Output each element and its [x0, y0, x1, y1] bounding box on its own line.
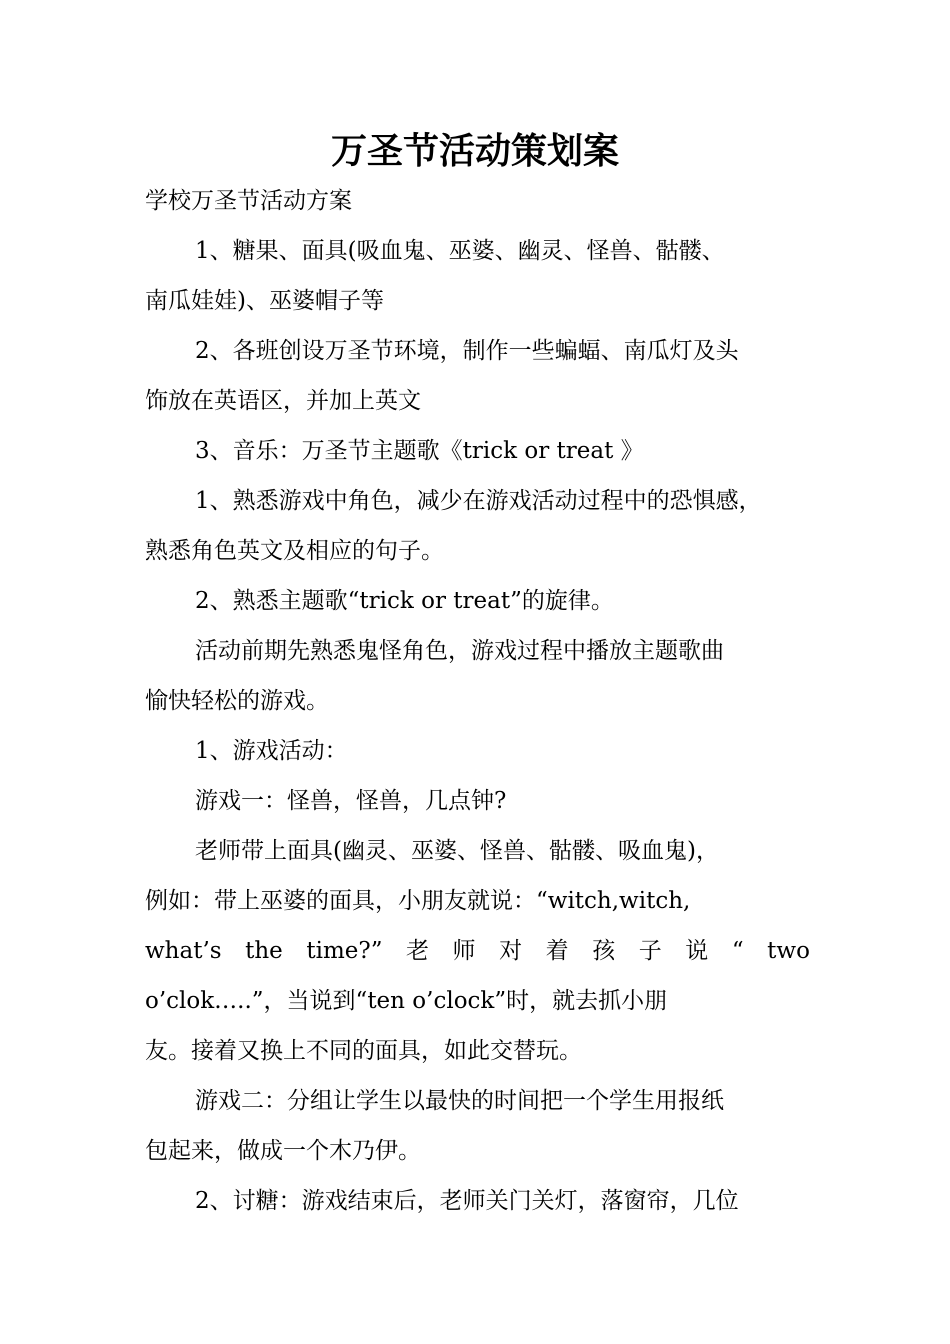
justified-word: time?” [306, 938, 383, 964]
paragraph-line: 饰放在英语区，并加上英文 [145, 388, 421, 414]
justified-word: 师 [452, 938, 476, 964]
paragraph-line: 例如：带上巫婆的面具，小朋友就说：“witch,witch, [145, 888, 691, 914]
justified-word: 孩 [592, 938, 616, 964]
paragraph-line: 老师带上面具(幽灵、巫婆、怪兽、骷髅、吸血鬼)， [195, 838, 719, 864]
justified-word: 老 [406, 938, 429, 964]
paragraph-line: 游戏二：分组让学生以最快的时间把一个学生用报纸 [195, 1088, 724, 1114]
justified-word: two [767, 938, 810, 964]
paragraph-line: 游戏一：怪兽，怪兽，几点钟? [195, 788, 507, 814]
justified-word: what’s [145, 938, 222, 964]
justified-word: 着 [545, 938, 569, 964]
subtitle-line: 学校万圣节活动方案 [145, 188, 352, 214]
justified-word: “ [731, 938, 744, 964]
paragraph-line: 2、各班创设万圣节环境，制作一些蝙蝠、南瓜灯及头 [195, 338, 739, 364]
justified-word: 对 [499, 938, 523, 964]
paragraph-line: 1、熟悉游戏中角色，减少在游戏活动过程中的恐惧感， [195, 488, 762, 514]
justified-word: 说 [685, 938, 709, 964]
paragraph-line: 1、糖果、面具(吸血鬼、巫婆、幽灵、怪兽、骷髅、 [195, 238, 725, 264]
paragraph-line: 3、音乐：万圣节主题歌《trick or treat 》 [195, 438, 644, 464]
justified-word: the [245, 938, 283, 964]
paragraph-line: 包起来，做成一个木乃伊。 [145, 1138, 421, 1164]
paragraph-line: 愉快轻松的游戏。 [145, 688, 329, 714]
document-title: 万圣节活动策划案 [330, 130, 619, 172]
paragraph-line: o’clok…..”，当说到“ten o’clock”时，就去抓小朋 [145, 988, 668, 1014]
justified-word: 子 [638, 938, 662, 964]
justified-paragraph-line [145, 934, 810, 968]
paragraph-line: 熟悉角色英文及相应的句子。 [145, 538, 444, 564]
paragraph-line: 南瓜娃娃)、巫婆帽子等 [145, 288, 384, 314]
paragraph-line: 2、熟悉主题歌“trick or treat”的旋律。 [195, 588, 614, 614]
paragraph-line: 友。接着又换上不同的面具，如此交替玩。 [145, 1038, 582, 1064]
paragraph-line: 2、讨糖：游戏结束后，老师关门关灯，落窗帘，几位 [195, 1188, 739, 1214]
paragraph-line: 1、游戏活动： [195, 738, 348, 764]
paragraph-line: 活动前期先熟悉鬼怪角色，游戏过程中播放主题歌曲 [195, 638, 724, 664]
